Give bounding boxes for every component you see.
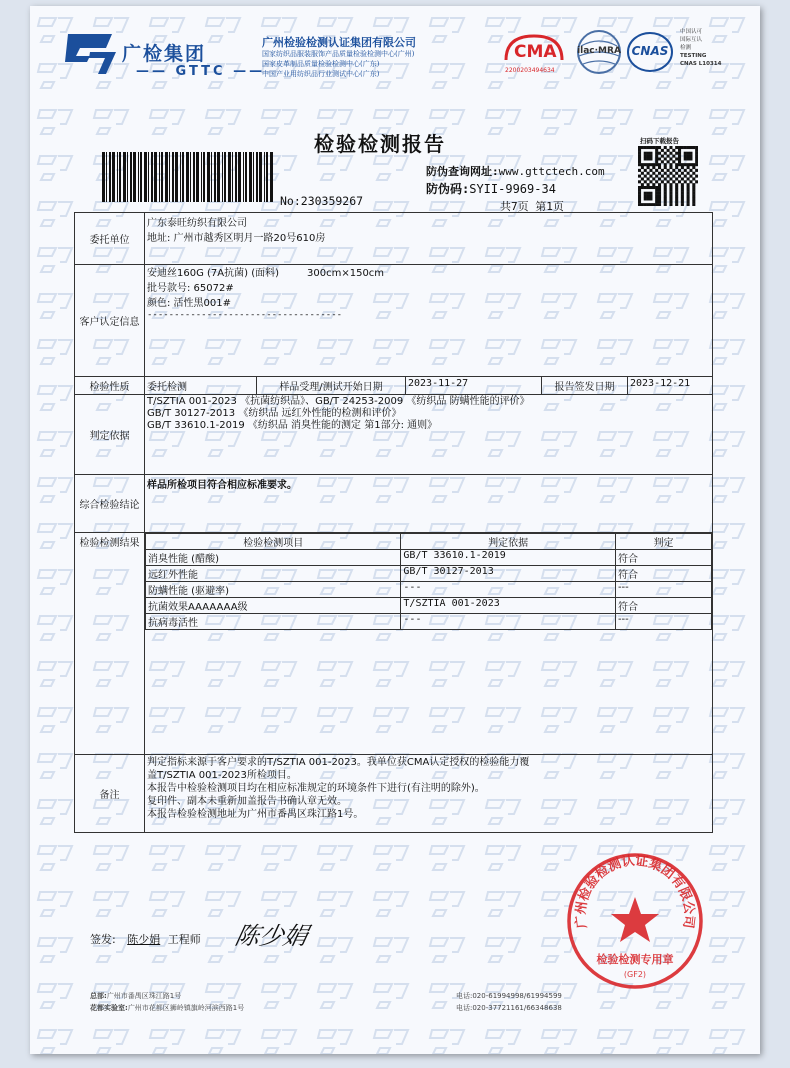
cnas-text: CNAS xyxy=(631,44,669,58)
result-basis: --- xyxy=(401,614,616,630)
result-verdict: --- xyxy=(615,582,711,598)
result-verdict: 符合 xyxy=(615,550,711,566)
client-value xyxy=(145,213,713,265)
basis-line: GB/T 30127-2013 《纺织品 远红外性能的检测和评价》 xyxy=(147,408,402,419)
receive-date-value: 2023-11-27 xyxy=(406,377,542,395)
cma-logo xyxy=(500,30,568,76)
result-item: 远红外性能 xyxy=(146,566,401,582)
table-row xyxy=(146,582,712,598)
color-info: 颜色: 活性黑001# xyxy=(147,298,232,309)
svg-text:(GF2): (GF2) xyxy=(623,970,647,979)
table-row xyxy=(146,550,712,566)
footer-hq-phone: 电话:020-61994998/61994599 xyxy=(456,992,562,1000)
org-line-main: 广州检验检测认证集团有限公司 xyxy=(262,36,416,49)
footer-branch: 花都实验室:广州市花都区狮岭镇旗岭河滨西路1号 xyxy=(90,1004,245,1012)
svg-text:广州检验检测认证集团有限公司: 广州检验检测认证集团有限公司 xyxy=(573,853,697,930)
results-label: 检验检测结果 xyxy=(75,533,145,755)
verify-site: 防伪查询网址:www.gttctech.com xyxy=(426,165,605,178)
result-item: 抗病毒活性 xyxy=(146,614,401,630)
result-verdict: 符合 xyxy=(615,566,711,582)
brand-name-en: —— GTTC —— xyxy=(136,64,266,79)
report-page xyxy=(30,6,760,1054)
issue-date-value: 2023-12-21 xyxy=(628,377,713,395)
results-value xyxy=(145,533,713,755)
cma-text: CMA xyxy=(514,42,557,62)
remark-label: 备注 xyxy=(75,755,145,833)
customer-info-row xyxy=(75,265,713,377)
result-item: 防螨性能 (驱避率) xyxy=(146,582,401,598)
footer-branch-phone: 电话:020-37721161/66348638 xyxy=(456,1004,562,1012)
remark-value xyxy=(145,755,713,833)
table-row xyxy=(146,566,712,582)
ilac-mra-logo xyxy=(573,28,625,76)
basis-row xyxy=(75,395,713,475)
cma-number: 2200203494634 xyxy=(505,67,555,74)
cnas-caption: 中国认可 国际互认 检测 TESTING CNAS L10314 xyxy=(680,29,722,67)
org-line-4: 中国产业用纺织品行业测试中心(广东) xyxy=(262,70,380,78)
result-verdict: 符合 xyxy=(615,598,711,614)
signature-label: 签发: xyxy=(90,933,116,946)
result-item: 消臭性能 (醋酸) xyxy=(146,550,401,566)
verify-code: 防伪码:SYII-9969-34 xyxy=(426,182,556,196)
ilac-text: ilac·MRA xyxy=(577,46,621,56)
product-size: 300cm×150cm xyxy=(307,268,385,279)
table-row xyxy=(146,614,712,630)
info-divider: ------------------------------------ xyxy=(147,310,343,320)
receive-date-label: 样品受理/测试开始日期 xyxy=(257,377,406,395)
result-basis: GB/T 30127-2013 xyxy=(401,566,616,582)
barcode-icon xyxy=(100,152,276,204)
org-line-3: 国家皮革制品质量检验检测中心(广东) xyxy=(262,60,380,68)
results-table xyxy=(145,533,712,630)
nature-label: 检验性质 xyxy=(75,377,145,395)
remark-line: 判定指标来源于客户要求的T/SZTIA 001-2023。我单位获CMA认定授权的检验能力覆 xyxy=(147,757,530,768)
result-item: 抗菌效果AAAAAAA级 xyxy=(146,598,401,614)
results-row xyxy=(75,533,713,755)
footer-hq: 总部:广州市番禺区珠江路1号 xyxy=(90,992,182,1000)
document-title: 检验检测报告 xyxy=(314,132,446,156)
conclusion-row xyxy=(75,475,713,533)
signature-block xyxy=(90,931,201,947)
result-verdict: --- xyxy=(615,614,711,630)
client-address: 地址: 广州市越秀区明月一路20号610房 xyxy=(147,233,326,244)
customer-info-value xyxy=(145,265,713,377)
qr-code-icon[interactable] xyxy=(638,146,698,206)
svg-text:检验检测专用章: 检验检测专用章 xyxy=(596,953,674,966)
remark-line: 盖T/SZTIA 001-2023所检项目。 xyxy=(147,770,297,781)
table-row xyxy=(146,598,712,614)
client-name: 广东泰旺纺织有限公司 xyxy=(147,218,247,229)
nature-value: 委托检测 xyxy=(145,377,257,395)
remark-line: 复印件、副本未重新加盖报告书确认章无效。 xyxy=(147,796,347,807)
handwritten-signature: 陈少娟 xyxy=(232,922,311,950)
basis-line: GB/T 33610.1-2019 《纺织品 消臭性能的测定 第1部分: 通则》 xyxy=(147,420,438,431)
conclusion-value: 样品所检项目符合相应标准要求。 xyxy=(145,475,713,533)
client-label: 委托单位 xyxy=(75,213,145,265)
page-count: 共7页 第1页 xyxy=(500,200,564,213)
cnas-logo xyxy=(626,30,674,74)
signer-name: 陈少娟 xyxy=(127,933,161,946)
client-row xyxy=(75,213,713,265)
org-line-2: 国家纺织品服装服饰产品质量检验检测中心(广州) xyxy=(262,50,415,58)
remark-line: 本报告检验检测地址为广州市番禺区珠江路1号。 xyxy=(147,809,364,820)
results-header-verdict: 判定 xyxy=(615,534,711,550)
report-number: No:230359267 xyxy=(280,194,364,208)
basis-label: 判定依据 xyxy=(75,395,145,475)
results-header-item: 检验检测项目 xyxy=(146,534,401,550)
results-header-basis: 判定依据 xyxy=(401,534,616,550)
issue-date-label: 报告签发日期 xyxy=(542,377,628,395)
batch-number: 批号款号: 65072# xyxy=(147,283,234,294)
report-table xyxy=(74,212,713,833)
conclusion-label: 综合检验结论 xyxy=(75,475,145,533)
result-basis: T/SZTIA 001-2023 xyxy=(401,598,616,614)
result-basis: GB/T 33610.1-2019 xyxy=(401,550,616,566)
product-name: 安迪丝160G (7A抗菌) (面料) xyxy=(147,268,280,279)
gttc-logo-icon xyxy=(60,30,120,76)
brand-name-cn: 广检集团 xyxy=(122,43,207,65)
customer-info-label: 客户认定信息 xyxy=(75,265,145,377)
qr-caption: 扫码下载报告 xyxy=(640,137,679,145)
nature-row xyxy=(75,377,713,395)
remark-row xyxy=(75,755,713,833)
result-basis: --- xyxy=(401,582,616,598)
basis-value xyxy=(145,395,713,475)
official-stamp-icon xyxy=(565,851,705,991)
signer-title: 工程师 xyxy=(167,933,201,946)
basis-line: T/SZTIA 001-2023 《抗菌纺织品》、GB/T 24253-2009 《纺织品 防螨性能的评价》 xyxy=(147,396,530,407)
remark-line: 本报告中检验检测项目均在相应标准规定的环境条件下进行(有注明的除外)。 xyxy=(147,783,485,794)
